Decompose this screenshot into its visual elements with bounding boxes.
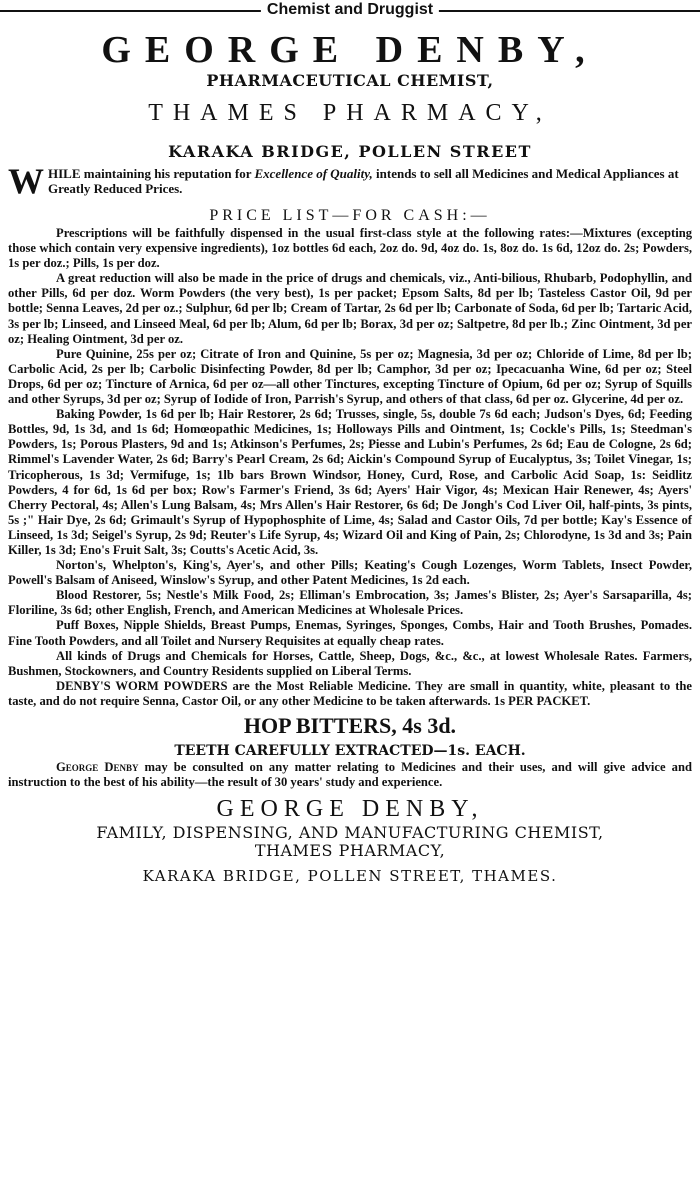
paragraph-baking-powder: Baking Powder, 1s 6d per lb; Hair Restorer, 2s 6d; Trusses, single, 5s, double 7s 6d each; Judson's Dyes, 6d; Feeding Bottles, 9d, 1s 3d, and 1s 6d; Homœopathic Medicines, 1s; Holloways Pills and Ointment, 1s; Cockle's Pills, 1s; Steedman's Powders, 1s; Porous Plasters, 9d and 1s; Atkinson's Perfumes, 2s; Piesse and Lubin's Perfumes, 2s 6d; Eau de Cologne, 2s 6d; Rimmel's Lavender Water, 2s 6d; Barry's Pearl Cream, 2s 6d; Aickin's Compound Syrup of Eucalyptus, 3s; Toilet Vinegar, 1s; Tricopherous, 1s 3d; Vermifuge, 1s; 1lb bars Brown Windsor, Honey, Curd, Rose, and Carbolic Acid Soap, 1s: Seidlitz Powders, 4 for 6d, 1s 6d per box; Row's Farmer's Friend, 3s 6d; Ayers' Hair Vigor, 4s; Mexican Hair Renewer, 4s; Ayers' Cherry Pectoral, 4s; Allen's Lung Balsam, 4s; Mrs Allen's Hair Restorer, 6s 6d; De Jongh's Cod Liver Oil, half-pints, 3s pints, 5s ;" Hair Dye, 2s 6d; Grimault's Syrup of Hypophosphite of Lime, 4s; Salad and Castor Oils, 7d per bottle; Kay's Essence of Linseed, 1s 3d; Seigel's Syrup, 2s 9d; Reuter's Life Syrup, 4s; Wizard Oil and King of Pain, 2s; Chlorodyne, 1s 3d and 3s; Pain Killer, 1s 3d; Eno's Fruit Salt, 3s; Coutts's Acetic Acid, 3s. — [8, 407, 692, 557]
pharmacy-address-bottom: KARAKA BRIDGE, POLLEN STREET, THAMES. — [142, 867, 558, 886]
paragraph-pills: Norton's, Whelpton's, King's, Ayer's, and other Pills; Keating's Cough Lozenges, Worm Tablets, Insect Powder, Powell's Balsam of Aniseed, Winslow's Syrup, and other Patent Medicines, 1s 2d each. — [8, 558, 692, 588]
teeth-extraction-line: TEETH CAREFULLY EXTRACTED—1s. EACH. — [174, 743, 526, 759]
paragraph-prescriptions: Prescriptions will be faithfully dispensed in the usual first-class style at the following rates:—Mixtures (excepting those which contain very expensive ingredients), 1oz bottles 6d each, 2oz do. 9d, 4oz do. 1s, 8oz do. 1s 6d, 12oz do. 2s; Powders, 1s per doz.; Pills, 1s per doz. — [8, 226, 692, 271]
paragraph-worm-powders: DENBY'S WORM POWDERS are the Most Reliable Medicine. They are small in quantity, white, pleasant to the taste, and do not require Senna, Castor Oil, or any other Medicine to be taken afterwards. 1s PER PACKET. — [8, 678, 692, 708]
consultation-text — [8, 760, 692, 790]
drop-cap: W — [8, 161, 44, 201]
intro-emphasis: Excellence of Quality, — [254, 166, 373, 181]
pharmacy-address: KARAKA BRIDGE, POLLEN STREET — [168, 142, 532, 161]
section-title: Chemist and Druggist — [261, 0, 439, 20]
paragraph-drugs-chemicals: A great reduction will also be made in the price of drugs and chemicals, viz., Anti-bilious, Rhubarb, Podophyllin, and other Pills, 6d per doz. Worm Powders (the very best), 1s per packet; Epsom Salts, 8d per lb; Tasteless Castor Oil, 9d per bottle; Senna Leaves, 2d per oz.; Sulphur, 6d per lb; Cream of Tartar, 2s 6d per lb; Carbonate of Soda, 6d per lb; Tartaric Acid, 3s per lb; Linseed, and Linseed Meal, 6d per lb; Alum, 6d per lb; Borax, 3d per oz; Saltpetre, 8d per lb.; Zinc Ointment, 3d per oz; Healing Ointment, 3d per oz. — [8, 271, 692, 346]
consultation-paragraph — [8, 760, 692, 790]
consultation-body: may be consulted on any matter relating to Medicines and their uses, and will give advice and instruction to the best of his ability—the result of 30 years' study and experience. — [8, 760, 692, 790]
paragraph-veterinary: All kinds of Drugs and Chemicals for Horses, Cattle, Sheep, Dogs, &c., &c., at lowest Wholesale Rates. Farmers, Bushmen, Stockowners, and Country Residents supplied on Liberal Terms. — [8, 648, 692, 678]
section-header — [8, 0, 692, 22]
price-list-heading: PRICE LIST—FOR CASH:— — [209, 207, 491, 224]
pharmacy-name-bottom: THAMES PHARMACY, — [254, 841, 446, 861]
paragraph-blood-restorer: Blood Restorer, 5s; Nestle's Milk Food, 2s; Elliman's Embrocation, 3s; James's Blister, 2s; Ayer's Sarsaparilla, 4s; Floriline, 3s 6d; other English, French, and American Medicines at Wholesale Prices. — [8, 588, 692, 618]
consultation-name: George Denby — [56, 760, 139, 774]
paragraph-quinine: Pure Quinine, 25s per oz; Citrate of Iron and Quinine, 5s per oz; Magnesia, 3d per oz; Chloride of Lime, 8d per lb; Carbolic Acid, 2s per lb; Carbolic Disinfecting Powder, 8d per lb; Camphor, 3d per oz; Ipecacuanha Wine, 6d per oz; Steel Drops, 6d per oz; Tincture of Arnica, 6d per oz—all other Tinctures, excepting Tincture of Opium, 6d per oz; Syrup of Squills and other Syrups, 3d per oz; Syrup of Iodide of Iron, Parrish's Syrup, and others of that class, 6d per oz. Glycerine, 4d per oz. — [8, 346, 692, 407]
intro-paragraph — [8, 161, 692, 201]
price-list-body — [8, 226, 692, 709]
advertiser-name-bottom: GEORGE DENBY, — [216, 796, 484, 823]
advertiser-profession: PHARMACEUTICAL CHEMIST, — [206, 71, 494, 90]
advertiser-profession-bottom: FAMILY, DISPENSING, AND MANUFACTURING CHEMIST, — [96, 823, 604, 843]
intro-text-1: HILE maintaining his reputation for — [48, 166, 255, 181]
intro-text-2: intends to sell all Medicines and Medical Appliances at Greatly Reduced Prices. — [48, 166, 679, 196]
pharmacy-name: THAMES PHARMACY, — [148, 100, 552, 126]
hop-bitters-line: HOP BITTERS, 4s 3d. — [243, 713, 457, 738]
paragraph-toilet-requisites: Puff Boxes, Nipple Shields, Breast Pumps, Enemas, Syringes, Sponges, Combs, Hair and Tooth Brushes, Pomades. Fine Tooth Powders, and all Toilet and Nursery Requisites at equally cheap rates. — [8, 618, 692, 648]
advertiser-name: GEORGE DENBY, — [101, 29, 599, 71]
